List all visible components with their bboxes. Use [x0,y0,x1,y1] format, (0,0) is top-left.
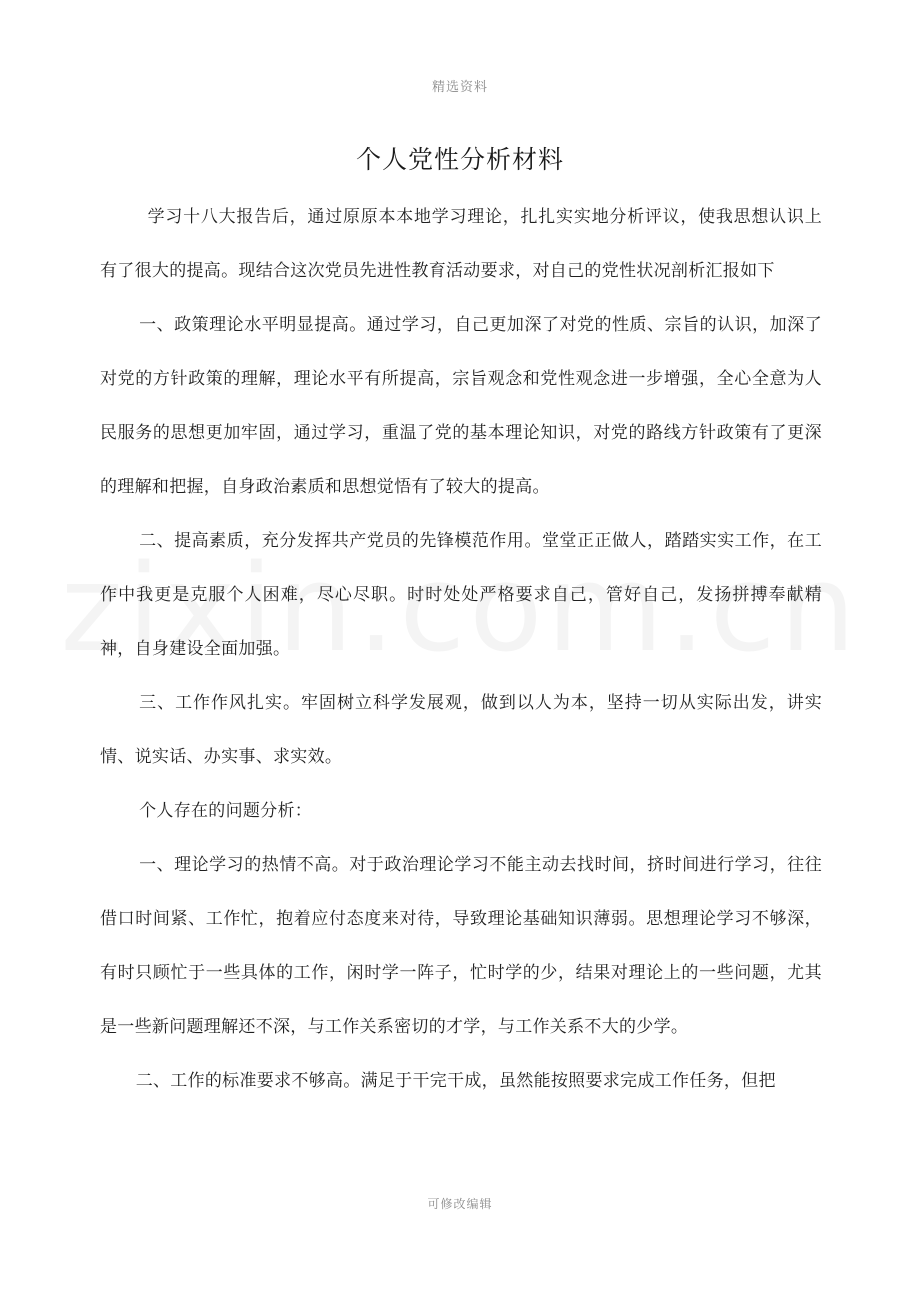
header-note: 精选资料 [431,80,488,95]
document-title: 个人党性分析材料 [355,145,564,174]
footer-note: 可修改编辑 [427,1197,493,1211]
paragraph-point-2: 二、提高素质，充分发挥共产党员的先锋模范作用。堂堂正正做人，踏踏实实工作，在工作中我更是克服个人困难，尽心尽职。时时处处严格要求自己，管好自己，发扬拼搏奉献精神，自身建设全面加强。 [100,531,822,659]
paragraph-problem-2: 二、工作的标准要求不够高。满足于干完干成，虽然能按照要求完成工作任务，但把 [135,1071,776,1091]
paragraph-problem-1: 一、理论学习的热情不高。对于政治理论学习不能主动去找时间，挤时间进行学习，往往借口时间紧、工作忙，抱着应付态度来对待，导致理论基础知识薄弱。思想理论学习不够深，有时只顾忙于一些具体的工作，闲时学一阵子，忙时学的少，结果对理论上的一些问题，尤其是一些新问题理解还不深，与工作关系密切的才学，与工作关系不大的少学。 [100,855,822,1037]
document-body [100,190,822,1108]
paragraph-problems-heading: 个人存在的问题分析： [139,801,313,821]
paragraph-intro: 学习十八大报告后，通过原原本本地学习理论，扎扎实实地分析评议，使我思想认识上有了很大的提高。现结合这次党员先进性教育活动要求，对自己的党性状况剖析汇报如下 [100,207,822,281]
paragraph-point-1: 一、政策理论水平明显提高。通过学习，自己更加深了对党的性质、宗旨的认识，加深了对党的方针政策的理解，理论水平有所提高，宗旨观念和党性观念进一步增强，全心全意为人民服务的思想更加牢固，通过学习，重温了党的基本理论知识，对党的路线方针政策有了更深的理解和把握，自身政治素质和思想觉悟有了较大的提高。 [100,315,822,497]
paragraph-point-3: 三、工作作风扎实。牢固树立科学发展观，做到以人为本，坚持一切从实际出发，讲实情、说实话、办实事、求实效。 [100,693,822,767]
